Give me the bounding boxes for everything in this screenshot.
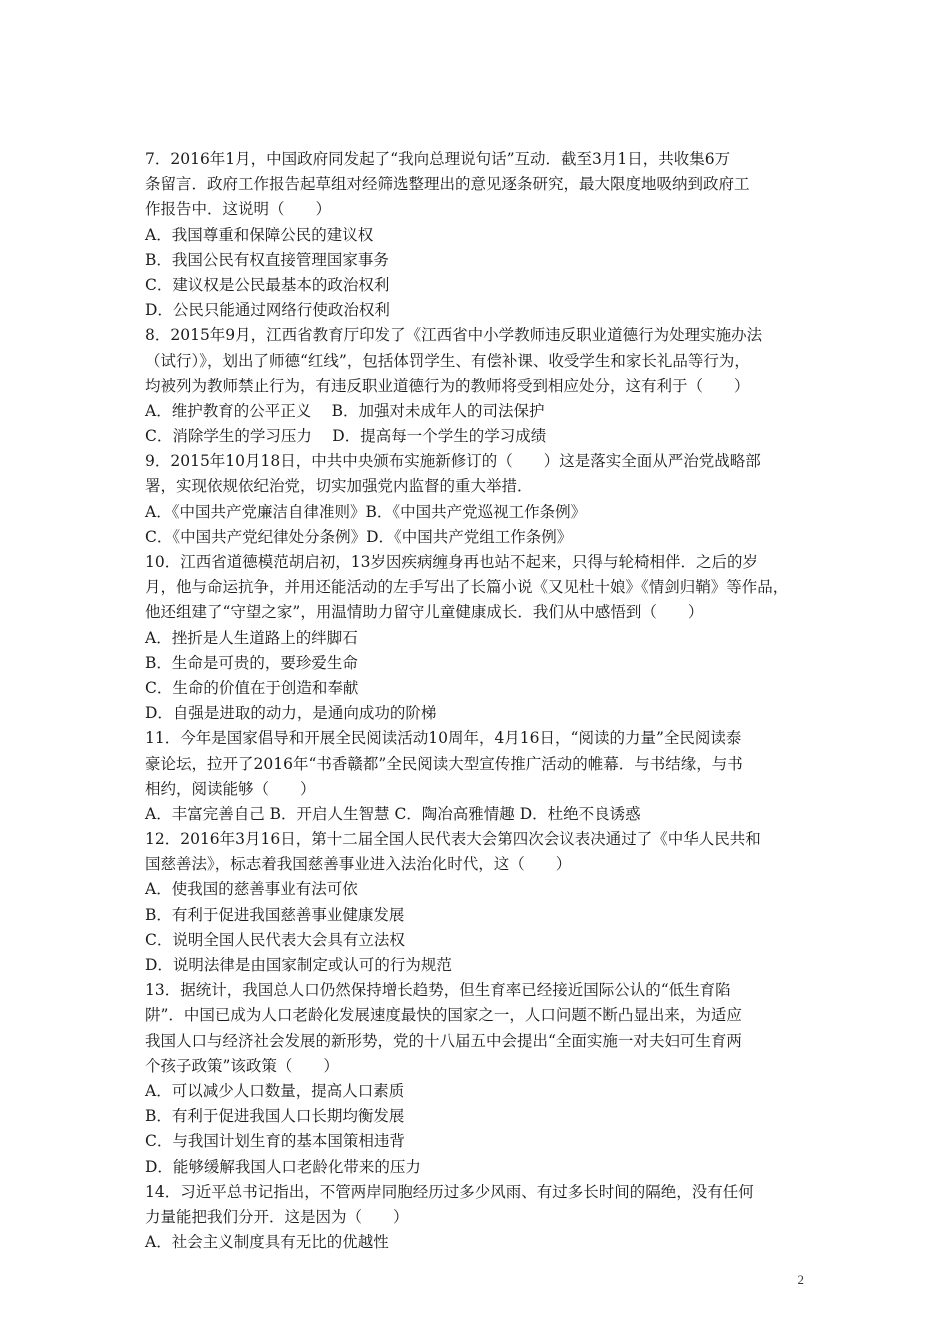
text-line: 12．2016年3月16日，第十二届全国人民代表大会第四次会议表决通过了《中华人民共和 <box>145 830 761 849</box>
text-line: B．有利于促进我国慈善事业健康发展 <box>145 905 405 924</box>
text-line: 他还组建了“守望之家”，用温情助力留守儿童健康成长．我们从中感悟到（ ） <box>145 603 704 622</box>
text-line: A．维护教育的公平正义 B．加强对未成年人的司法保护 <box>145 401 545 420</box>
text-line: C．消除学生的学习压力 D．提高每一个学生的学习成绩 <box>145 427 547 446</box>
text-line: 条留言．政府工作报告起草组对经筛选整理出的意见逐条研究，最大限度地吸纳到政府工 <box>145 175 750 194</box>
text-line: 阱”．中国已成为人口老龄化发展速度最快的国家之一，人口问题不断凸显出来，为适应 <box>145 1006 742 1025</box>
text-line: 我国人口与经济社会发展的新形势，党的十八届五中会提出“全面实施一对夫妇可生育两 <box>145 1031 742 1050</box>
text-line: A．挫折是人生道路上的绊脚石 <box>145 628 358 647</box>
text-line: 10．江西省道德模范胡启初，13岁因疾病缠身再也站不起来，只得与轮椅相伴．之后的岁 <box>145 553 758 571</box>
question-text <box>145 147 825 1255</box>
text-line: 相约，阅读能够（ ） <box>145 779 316 798</box>
text-line: A．我国尊重和保障公民的建议权 <box>145 225 374 244</box>
text-line: C．与我国计划生育的基本国策相违背 <box>145 1132 405 1151</box>
text-line: 个孩子政策”该政策（ ） <box>145 1056 339 1075</box>
text-line: D．说明法律是由国家制定或认可的行为规范 <box>145 956 452 974</box>
text-line: 力量能把我们分开．这是因为（ ） <box>145 1207 409 1226</box>
text-line: D．能够缓解我国人口老龄化带来的压力 <box>145 1157 421 1176</box>
text-line: 7．2016年1月，中国政府同发起了“我向总理说句话”互动．截至3月1日，共收集6万 <box>145 150 731 168</box>
text-line: 13．据统计，我国总人口仍然保持增长趋势，但生育率已经接近国际公认的“低生育陷 <box>145 981 731 1000</box>
text-line: A．使我国的慈善事业有法可依 <box>145 880 358 899</box>
text-line: 豪论坛，拉开了2016年“书香赣都”全民阅读大型宣传推广活动的帷幕．与书结缘，与书 <box>145 754 743 773</box>
text-line: B．我国公民有权直接管理国家事务 <box>145 250 389 269</box>
text-line: A．社会主义制度具有无比的优越性 <box>145 1233 389 1252</box>
text-line: A．丰富完善自己 B．开启人生智慧 C．陶冶高雅情趣 D．杜绝不良诱惑 <box>145 804 641 823</box>
text-line: C．说明全国人民代表大会具有立法权 <box>145 930 405 949</box>
text-line: B．生命是可贵的，要珍爱生命 <box>145 653 358 672</box>
text-line: 均被列为教师禁止行为，有违反职业道德行为的教师将受到相应处分，这有利于（ ） <box>145 376 750 395</box>
text-line: C．《中国共产党纪律处分条例》D．《中国共产党组工作条例》 <box>145 527 573 546</box>
text-line: 14．习近平总书记指出，不管两岸同胞经历过多少风雨、有过多长时间的隔绝，没有任何 <box>145 1182 754 1201</box>
text-line: A．《中国共产党廉洁自律准则》B．《中国共产党巡视工作条例》 <box>145 502 587 521</box>
text-line: C．生命的价值在于创造和奉献 <box>145 678 359 697</box>
text-line: 署，实现依规依纪治党，切实加强党内监督的重大举措． <box>145 477 533 496</box>
text-line: B．有利于促进我国人口长期均衡发展 <box>145 1107 405 1126</box>
page-number: 2 <box>797 1272 804 1287</box>
text-line: 作报告中．这说明（ ） <box>145 200 332 219</box>
text-line: 8．2015年9月，江西省教育厅印发了《江西省中小学教师违反职业道德行为处理实施办法 <box>145 326 763 345</box>
text-line: D．公民只能通过网络行使政治权利 <box>145 301 390 320</box>
text-line: 9．2015年10月18日，中共中央颁布实施新修订的（ ）这是落实全面从严治党战略部 <box>145 452 761 471</box>
text-line: A．可以减少人口数量，提高人口素质 <box>145 1081 405 1100</box>
text-line: 11．今年是国家倡导和开展全民阅读活动10周年，4月16日，“阅读的力量”全民阅读泰 <box>145 729 742 748</box>
text-line: D．自强是进取的动力，是通向成功的阶梯 <box>145 704 437 723</box>
text-line: 月，他与命运抗争，并用还能活动的左手写出了长篇小说《又见杜十娘》《情剑归鞘》等作品， <box>145 578 789 597</box>
text-line: （试行）》，划出了师德“红线”，包括体罚学生、有偿补课、收受学生和家长礼品等行为， <box>145 351 750 370</box>
text-line: 国慈善法》，标志着我国慈善事业进入法治化时代，这（ ） <box>145 855 572 874</box>
text-line: C．建议权是公民最基本的政治权利 <box>145 275 390 294</box>
